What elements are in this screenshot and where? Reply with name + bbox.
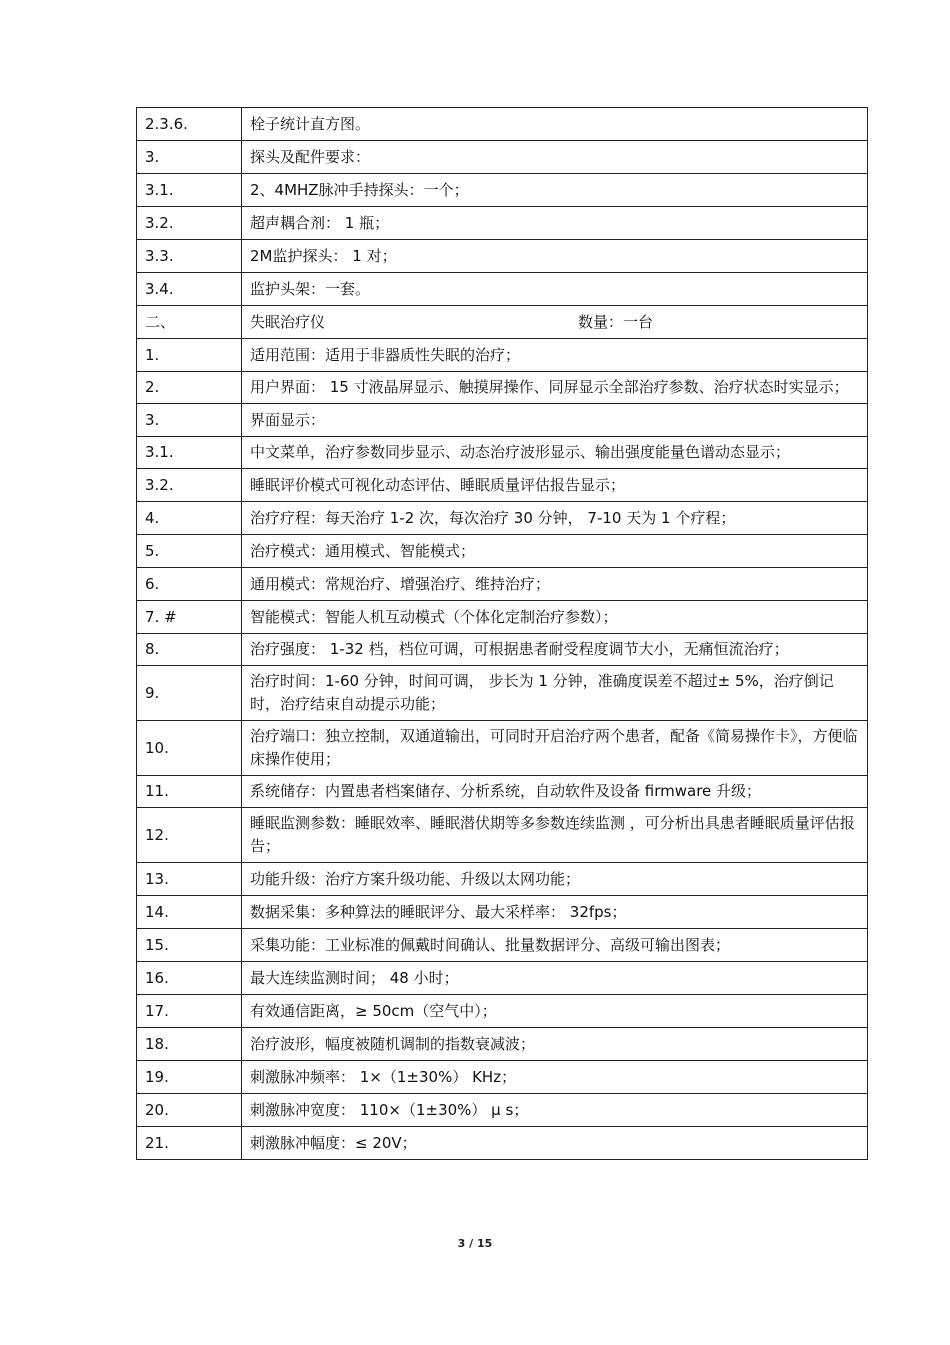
row-text xyxy=(242,306,868,339)
row-number: 3. xyxy=(137,404,242,437)
row-text: 界面显示： xyxy=(242,404,868,437)
row-text: 治疗端口：独立控制，双通道输出，可同时开启治疗两个患者，配备《简易操作卡》，方便临床操作使用； xyxy=(242,721,868,776)
row-number: 16. xyxy=(137,962,242,995)
quantity-label: 数量：一台 xyxy=(578,312,654,331)
row-text: 刺激脉冲宽度： 110×（1±30%） μ s； xyxy=(242,1094,868,1127)
row-number: 3.2. xyxy=(137,207,242,240)
row-number: 14. xyxy=(137,896,242,929)
table-row xyxy=(137,776,868,808)
row-number: 3.1. xyxy=(137,174,242,207)
table-row xyxy=(137,666,868,721)
row-number: 5. xyxy=(137,535,242,568)
table-row xyxy=(137,568,868,601)
row-number: 12. xyxy=(137,808,242,863)
row-text: 超声耦合剂： 1 瓶； xyxy=(242,207,868,240)
row-number: 8. xyxy=(137,634,242,666)
row-text: 治疗强度： 1-32 档，档位可调，可根据患者耐受程度调节大小，无痛恒流治疗； xyxy=(242,634,868,666)
row-number: 2. xyxy=(137,372,242,404)
row-number: 6. xyxy=(137,568,242,601)
row-text: 中文菜单，治疗参数同步显示、动态治疗波形显示、输出强度能量色谱动态显示； xyxy=(242,437,868,469)
table-row xyxy=(137,929,868,962)
row-text: 数据采集：多种算法的睡眠评分、最大采样率： 32fps； xyxy=(242,896,868,929)
table-row xyxy=(137,863,868,896)
row-text: 睡眠评价模式可视化动态评估、睡眠质量评估报告显示； xyxy=(242,469,868,502)
row-text: 2、4MHZ脉冲手持探头：一个； xyxy=(242,174,868,207)
row-text: 治疗波形，幅度被随机调制的指数衰减波； xyxy=(242,1028,868,1061)
row-text: 治疗模式：通用模式、智能模式； xyxy=(242,535,868,568)
table-row xyxy=(137,1028,868,1061)
table-row xyxy=(137,535,868,568)
table-row xyxy=(137,1127,868,1160)
table-row xyxy=(137,108,868,141)
table-row xyxy=(137,273,868,306)
row-number: 17. xyxy=(137,995,242,1028)
table-row xyxy=(137,1094,868,1127)
row-number: 1. xyxy=(137,339,242,372)
table-row xyxy=(137,372,868,404)
row-number: 3.1. xyxy=(137,437,242,469)
row-number: 20. xyxy=(137,1094,242,1127)
row-number: 21. xyxy=(137,1127,242,1160)
row-text: 智能模式：智能人机互动模式（个体化定制治疗参数）； xyxy=(242,601,868,634)
table-row xyxy=(137,339,868,372)
row-text: 系统储存：内置患者档案储存、分析系统，自动软件及设备 firmware 升级； xyxy=(242,776,868,808)
row-text: 2M监护探头： 1 对； xyxy=(242,240,868,273)
table-row xyxy=(137,995,868,1028)
row-text: 刺激脉冲频率： 1×（1±30%） KHz； xyxy=(242,1061,868,1094)
table-row xyxy=(137,721,868,776)
spec-table xyxy=(136,107,868,1160)
table-row xyxy=(137,896,868,929)
table-row xyxy=(137,502,868,535)
table-row-section-header xyxy=(137,306,868,339)
table-row xyxy=(137,808,868,863)
row-text: 栓子统计直方图。 xyxy=(242,108,868,141)
table-row xyxy=(137,437,868,469)
row-number: 7. # xyxy=(137,601,242,634)
row-text: 采集功能：工业标准的佩戴时间确认、批量数据评分、高级可输出图表； xyxy=(242,929,868,962)
table-row xyxy=(137,404,868,437)
row-text: 功能升级：治疗方案升级功能、升级以太网功能； xyxy=(242,863,868,896)
page-number: 3 / 15 xyxy=(457,1237,493,1250)
row-text: 刺激脉冲幅度：≤ 20V； xyxy=(242,1127,868,1160)
table-row xyxy=(137,207,868,240)
table-row xyxy=(137,469,868,502)
row-number: 3.2. xyxy=(137,469,242,502)
row-text: 探头及配件要求： xyxy=(242,141,868,174)
row-text: 睡眠监测参数：睡眠效率、睡眠潜伏期等多参数连续监测 ，可分析出具患者睡眠质量评估报告； xyxy=(242,808,868,863)
row-text: 适用范围：适用于非器质性失眠的治疗； xyxy=(242,339,868,372)
row-number: 15. xyxy=(137,929,242,962)
row-number: 4. xyxy=(137,502,242,535)
row-number: 3. xyxy=(137,141,242,174)
table-row xyxy=(137,601,868,634)
row-number: 11. xyxy=(137,776,242,808)
row-text: 最大连续监测时间； 48 小时； xyxy=(242,962,868,995)
table-row xyxy=(137,634,868,666)
row-number: 3.4. xyxy=(137,273,242,306)
row-text: 通用模式：常规治疗、增强治疗、维持治疗； xyxy=(242,568,868,601)
table-row xyxy=(137,174,868,207)
table-row xyxy=(137,1061,868,1094)
row-number: 10. xyxy=(137,721,242,776)
device-name: 失眠治疗仪 xyxy=(250,312,326,331)
row-text: 治疗疗程：每天治疗 1-2 次，每次治疗 30 分钟， 7-10 天为 1 个疗程； xyxy=(242,502,868,535)
row-number: 9. xyxy=(137,666,242,721)
table-row xyxy=(137,240,868,273)
row-text: 监护头架：一套。 xyxy=(242,273,868,306)
row-number: 19. xyxy=(137,1061,242,1094)
row-number: 18. xyxy=(137,1028,242,1061)
table-row xyxy=(137,962,868,995)
row-text: 用户界面： 15 寸液晶屏显示、触摸屏操作、同屏显示全部治疗参数、治疗状态时实显示； xyxy=(242,372,868,404)
table-row xyxy=(137,141,868,174)
row-number: 二、 xyxy=(137,306,242,339)
row-text: 治疗时间：1-60 分钟，时间可调， 步长为 1 分钟，准确度误差不超过± 5%，治疗倒记时，治疗结束自动提示功能； xyxy=(242,666,868,721)
row-text: 有效通信距离，≥ 50cm（空气中）； xyxy=(242,995,868,1028)
row-number: 3.3. xyxy=(137,240,242,273)
row-number: 2.3.6. xyxy=(137,108,242,141)
row-number: 13. xyxy=(137,863,242,896)
